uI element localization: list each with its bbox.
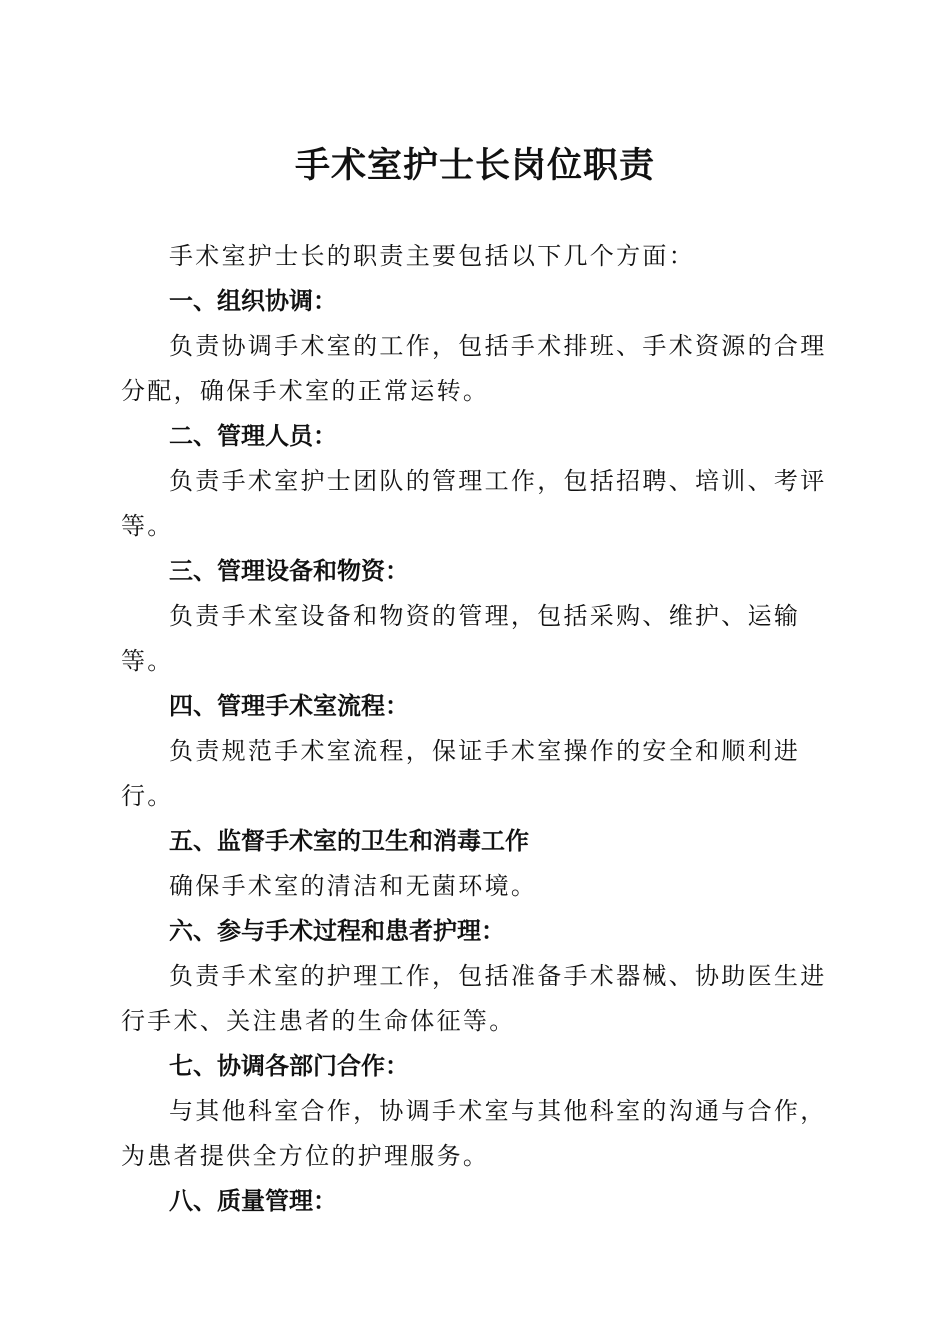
section-3 — [121, 549, 829, 684]
section-heading: 四、管理手术室流程： — [169, 692, 409, 720]
section-body: 负责手术室设备和物资的管理，包括采购、维护、运输等。 — [121, 602, 801, 675]
section-heading: 三、管理设备和物资： — [169, 557, 409, 585]
section-7 — [121, 1044, 829, 1179]
section-heading: 七、协调各部门合作： — [169, 1052, 409, 1080]
section-6 — [121, 909, 829, 1044]
section-2 — [121, 414, 829, 549]
section-body: 负责手术室护士团队的管理工作，包括招聘、培训、考评等。 — [121, 467, 827, 540]
section-heading: 五、监督手术室的卫生和消毒工作 — [169, 827, 529, 855]
section-heading: 一、组织协调： — [169, 287, 337, 315]
document-title: 手术室护士长岗位职责 — [294, 145, 655, 186]
section-4 — [121, 684, 829, 819]
section-heading: 六、参与手术过程和患者护理： — [169, 917, 505, 945]
section-body: 负责手术室的护理工作，包括准备手术器械、协助医生进行手术、关注患者的生命体征等。 — [121, 962, 827, 1035]
document-content — [121, 234, 829, 1224]
intro-paragraph: 手术室护士长的职责主要包括以下几个方面： — [169, 242, 695, 270]
section-body: 负责规范手术室流程，保证手术室操作的安全和顺利进行。 — [121, 737, 801, 810]
section-body: 负责协调手术室的工作，包括手术排班、手术资源的合理分配，确保手术室的正常运转。 — [121, 332, 827, 405]
section-body: 确保手术室的清洁和无菌环境。 — [169, 872, 538, 900]
section-body: 与其他科室合作，协调手术室与其他科室的沟通与合作，为患者提供全方位的护理服务。 — [121, 1097, 827, 1170]
section-heading: 八、质量管理： — [169, 1187, 337, 1215]
section-heading: 二、管理人员： — [169, 422, 337, 450]
section-1 — [121, 279, 829, 414]
section-5 — [121, 819, 829, 909]
section-8 — [121, 1179, 829, 1224]
